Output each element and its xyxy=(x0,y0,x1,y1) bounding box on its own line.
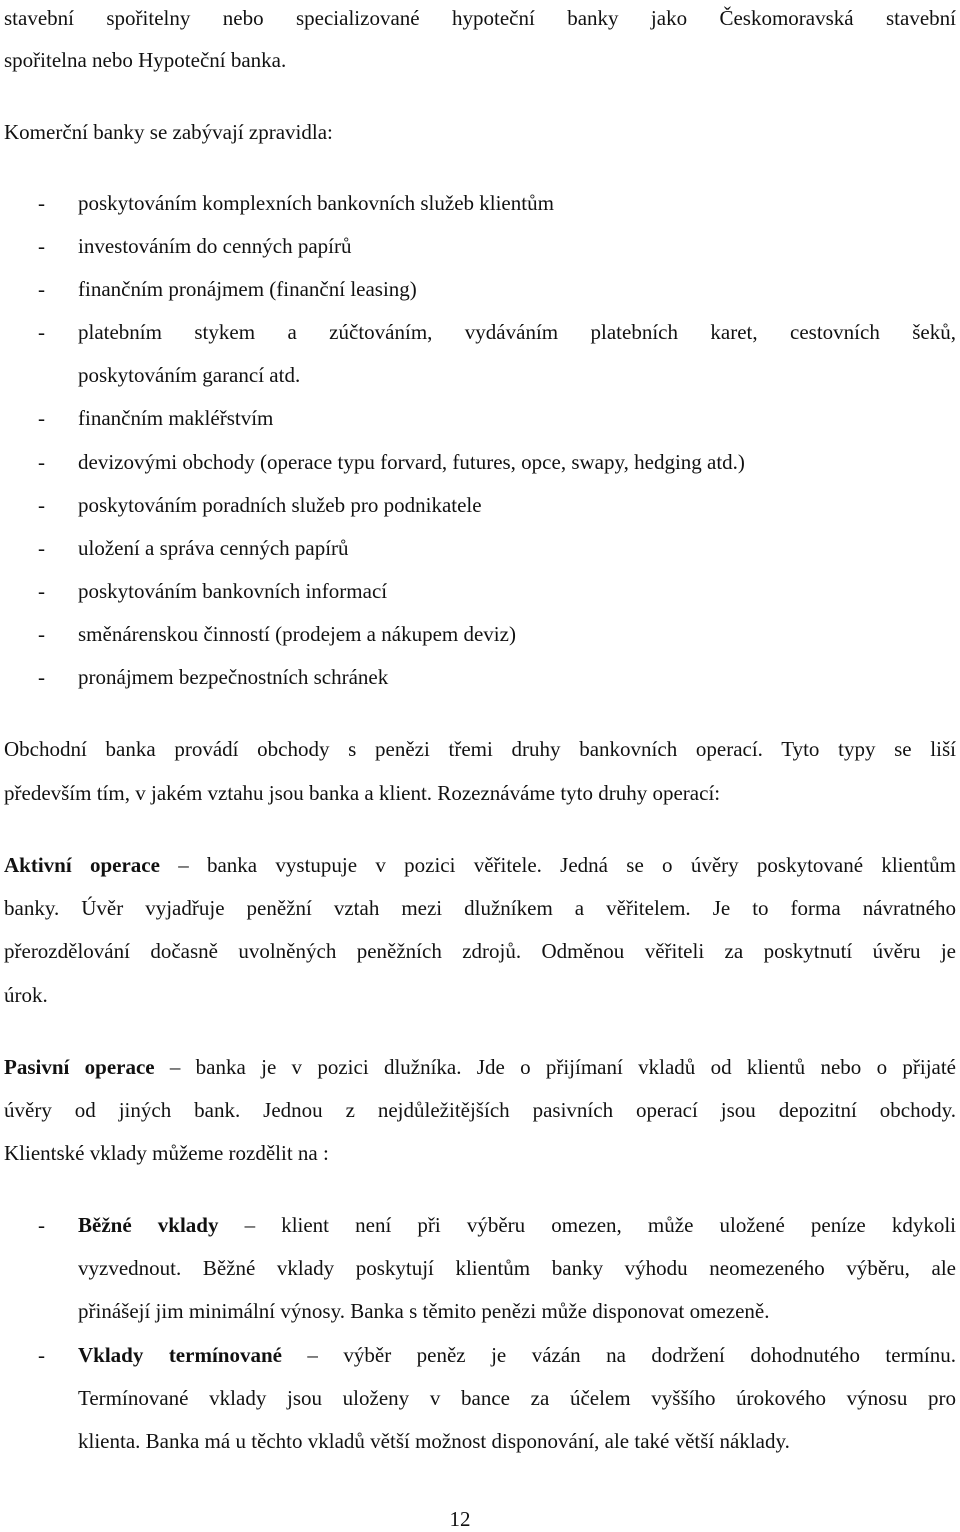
term-deposit-line-3: klienta. Banka má u těchto vkladů větší možnost disponování, ale také větší náklady. xyxy=(78,1429,790,1453)
current-deposit-line-1: Běžné vklady – klient není při výběru omezen, může uložené peníze kdykoli xyxy=(78,1213,956,1237)
bullet-dash: - xyxy=(38,1343,45,1367)
passive-line-1: Pasivní operace – banka je v pozici dlužníka. Jde o přijímaní vkladů od klientů nebo o přijaté xyxy=(4,1055,956,1079)
intro-line-2: spořitelna nebo Hypoteční banka. xyxy=(4,48,287,72)
term-deposit-line-2: Termínované vklady jsou uloženy v bance za účelem vyššího úrokového výnosu pro xyxy=(78,1386,956,1410)
list-item: devizovými obchody (operace typu forvard, futures, opce, swapy, hedging atd.) xyxy=(78,450,745,474)
list-item: poskytováním bankovních informací xyxy=(78,579,388,603)
list-item: poskytováním komplexních bankovních služeb klientům xyxy=(78,191,554,215)
current-deposit-term: Běžné vklady xyxy=(78,1213,219,1237)
term-deposit-line-1: Vklady termínované – výběr peněz je vázán na dodržení dohodnutého termínu. xyxy=(78,1343,956,1367)
bullet-dash: - xyxy=(38,493,45,517)
bullet-dash: - xyxy=(38,579,45,603)
passive-term: Pasivní operace xyxy=(4,1055,155,1079)
intro-line-1: stavební spořitelny nebo specializované hypoteční banky jako Českomoravská stavební xyxy=(4,6,956,30)
current-deposit-line-3: přinášejí jim minimální výnosy. Banka s těmito penězi může disponovat omezeně. xyxy=(78,1299,770,1323)
bullet-dash: - xyxy=(38,622,45,646)
bullet-dash: - xyxy=(38,234,45,258)
bullet-dash: - xyxy=(38,406,45,430)
operations-line-2: především tím, v jakém vztahu jsou banka a klient. Rozeznáváme tyto druhy operací: xyxy=(4,781,721,805)
list-item: finančním pronájmem (finanční leasing) xyxy=(78,277,417,301)
active-line-3: přerozdělování dočasně uvolněných peněžních zdrojů. Odměnou věřiteli za poskytnutí úvěru je xyxy=(4,939,956,963)
active-line-4: úrok. xyxy=(4,983,48,1007)
bullet-dash: - xyxy=(38,450,45,474)
page-number: 12 xyxy=(449,1507,471,1531)
passive-line-2: úvěry od jiných bank. Jednou z nejdůležitějších pasivních operací jsou depozitní obchody. xyxy=(4,1098,956,1122)
list-item: finančním makléřstvím xyxy=(78,406,274,430)
list-item: investováním do cenných papírů xyxy=(78,234,352,258)
term-deposit-term: Vklady termínované xyxy=(78,1343,282,1367)
current-deposit-line-2: vyzvednout. Běžné vklady poskytují klientům banky výhodu neomezeného výběru, ale xyxy=(78,1256,956,1280)
list-item: poskytováním poradních služeb pro podnikatele xyxy=(78,493,482,517)
active-line-1: Aktivní operace – banka vystupuje v pozici věřitele. Jedná se o úvěry poskytované klientům xyxy=(4,853,956,877)
bullet-dash: - xyxy=(38,1213,45,1237)
list-item: uložení a správa cenných papírů xyxy=(78,536,349,560)
operations-line-1: Obchodní banka provádí obchody s penězi třemi druhy bankovních operací. Tyto typy se liší xyxy=(4,737,956,761)
list-item-continuation: poskytováním garancí atd. xyxy=(78,363,301,387)
commercial-heading: Komerční banky se zabývají zpravidla: xyxy=(4,120,333,144)
bullet-dash: - xyxy=(38,191,45,215)
list-item: směnárenskou činností (prodejem a nákupem deviz) xyxy=(78,622,516,646)
list-item: pronájmem bezpečnostních schránek xyxy=(78,665,389,689)
list-item: platebním stykem a zúčtováním, vydáváním platebních karet, cestovních šeků, xyxy=(78,320,956,344)
bullet-dash: - xyxy=(38,277,45,301)
active-line-2: banky. Úvěr vyjadřuje peněžní vztah mezi dlužníkem a věřitelem. Je to forma návratného xyxy=(4,896,956,920)
passive-line-3: Klientské vklady můžeme rozdělit na : xyxy=(4,1141,329,1165)
bullet-dash: - xyxy=(38,665,45,689)
bullet-dash: - xyxy=(38,536,45,560)
active-term: Aktivní operace xyxy=(4,853,160,877)
bullet-dash: - xyxy=(38,320,45,344)
